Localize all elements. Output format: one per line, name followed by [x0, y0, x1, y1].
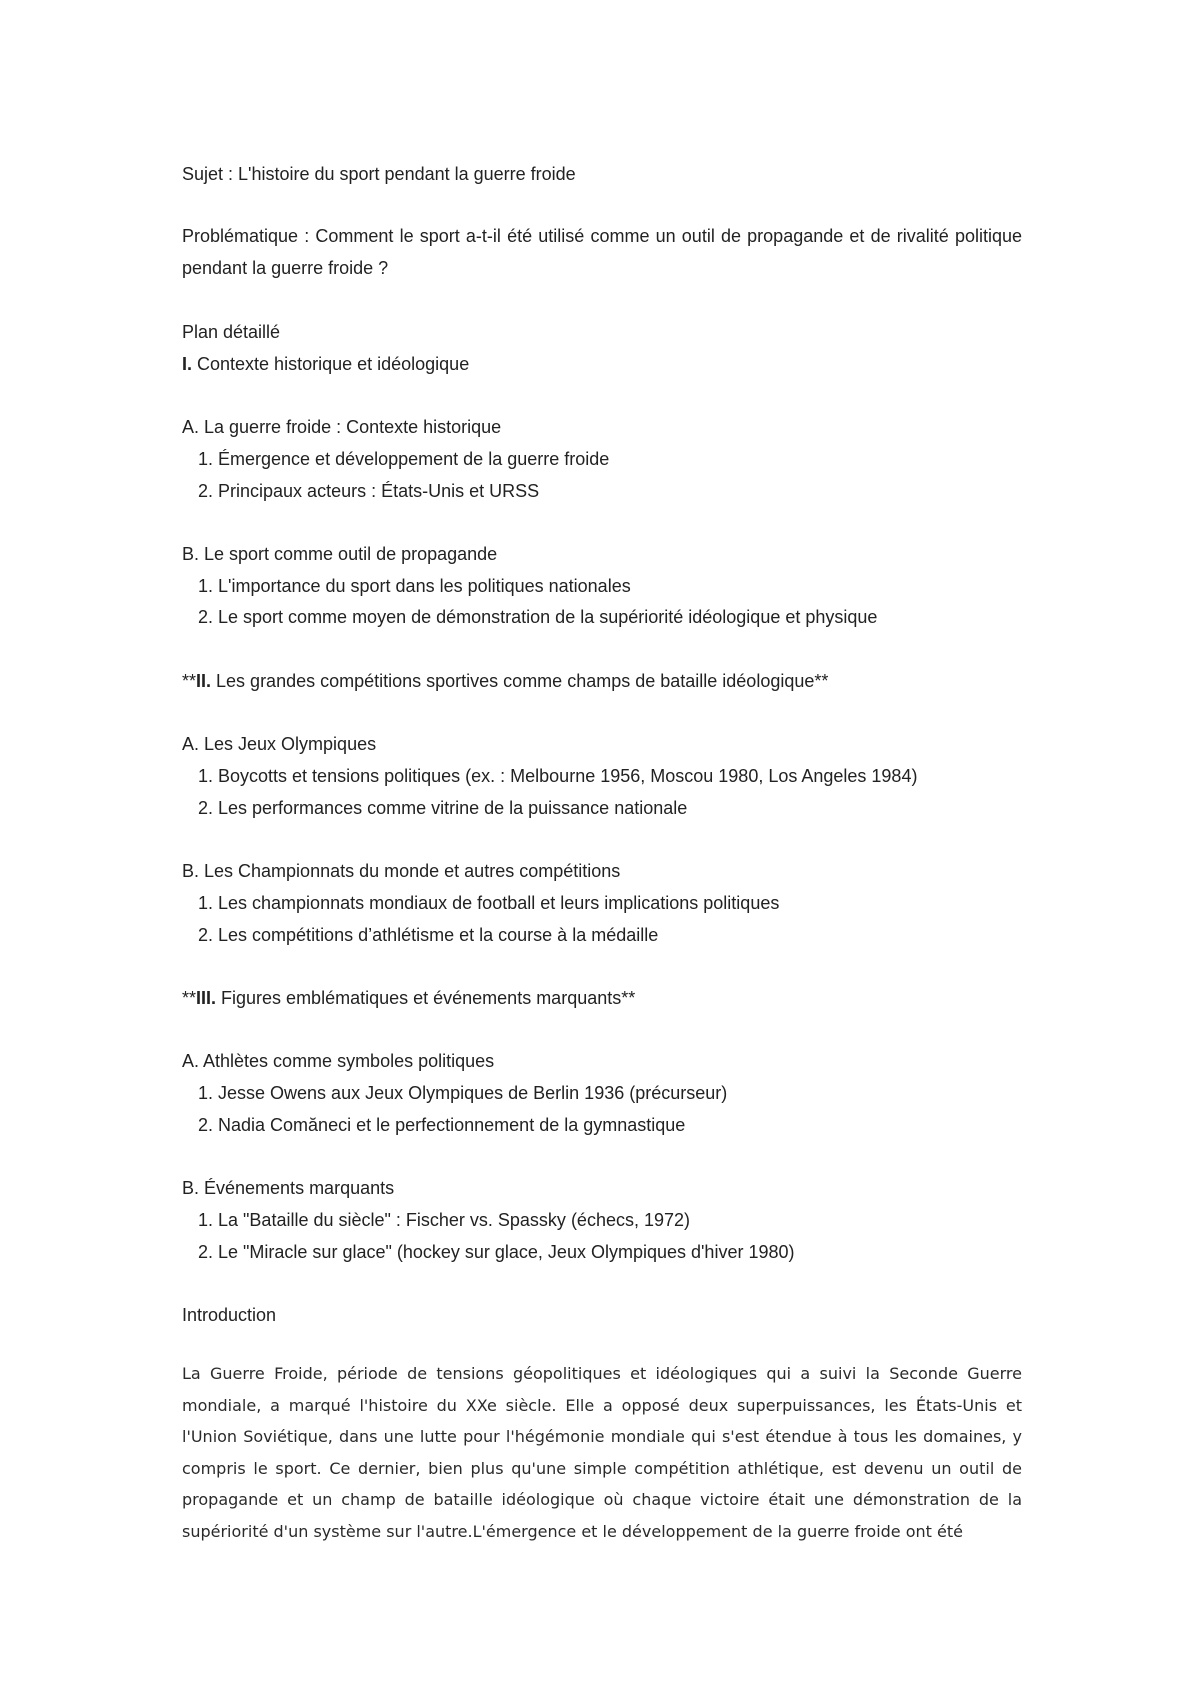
- part-2-section-a-title: A. Les Jeux Olympiques: [182, 734, 377, 754]
- part-2-heading: [182, 670, 828, 692]
- part-2-title: Les grandes compétitions sportives comme champs de bataille idéologique**: [211, 671, 829, 691]
- part-3-section-b-title: B. Événements marquants: [182, 1178, 395, 1198]
- part-1-section-b-item-1: 1. L'importance du sport dans les politiques nationales: [198, 576, 631, 596]
- part-3-heading: [182, 987, 635, 1009]
- part-2-section-a-item-2: 2. Les performances comme vitrine de la puissance nationale: [198, 798, 688, 818]
- part-3-section-a-title: A. Athlètes comme symboles politiques: [182, 1051, 495, 1071]
- part-2-prefix: **: [182, 671, 197, 691]
- part-1-section-a-item-2: 2. Principaux acteurs : États-Unis et URSS: [198, 481, 540, 501]
- part-3-section-a-item-1: 1. Jesse Owens aux Jeux Olympiques de Berlin 1936 (précurseur): [198, 1083, 728, 1103]
- part-3-section-a-item-2: 2. Nadia Comăneci et le perfectionnement de la gymnastique: [198, 1115, 686, 1135]
- introduction-paragraph: La Guerre Froide, période de tensions géopolitiques et idéologiques qui a suivi la Seconde Guerre mondiale, a marqué l'histoire du XXe siècle. Elle a opposé deux superpuissances, les États-Unis et l'Union Soviétique, dans une lutte pour l'hégémonie mondiale qui s'est étendue à tous les domaines, y compris le sport. Ce dernier, bien plus qu'une simple compétition athlétique, est devenu un outil de propagande et un champ de bataille idéologique où chaque victoire était une démonstration de la supériorité d'un système sur l'autre.L'émergence et le développement de la guerre froide ont été: [182, 1364, 1022, 1541]
- part-1-section-a-item-1: 1. Émergence et développement de la guerre froide: [198, 449, 610, 469]
- part-1-title: Contexte historique et idéologique: [192, 354, 470, 374]
- part-1-section-b-title: B. Le sport comme outil de propagande: [182, 544, 498, 564]
- subject-line: Sujet : L'histoire du sport pendant la guerre froide: [182, 164, 576, 184]
- part-2-section-a-item-1: 1. Boycotts et tensions politiques (ex. : Melbourne 1956, Moscou 1980, Los Angeles 1984): [198, 766, 918, 786]
- part-1-numeral: I.: [182, 354, 193, 374]
- part-3-title: Figures emblématiques et événements marquants**: [216, 988, 636, 1008]
- part-1-section-b-item-2: 2. Le sport comme moyen de démonstration de la supériorité idéologique et physique: [198, 607, 878, 627]
- part-2-section-b-title: B. Les Championnats du monde et autres compétitions: [182, 861, 621, 881]
- problem-statement: Problématique : Comment le sport a-t-il été utilisé comme un outil de propagande et de rivalité politique pendant la guerre froide ?: [182, 226, 1022, 278]
- part-2-section-b-item-1: 1. Les championnats mondiaux de football et leurs implications politiques: [198, 893, 780, 913]
- part-2-numeral: II.: [196, 671, 212, 691]
- introduction-heading: Introduction: [182, 1305, 277, 1325]
- plan-title: Plan détaillé: [182, 322, 281, 342]
- part-3-section-b-item-1: 1. La "Bataille du siècle" : Fischer vs. Spassky (échecs, 1972): [198, 1210, 691, 1230]
- part-3-numeral: III.: [196, 988, 217, 1008]
- part-1-section-a-title: A. La guerre froide : Contexte historique: [182, 417, 502, 437]
- part-3-prefix: **: [182, 988, 197, 1008]
- part-1-heading: [182, 353, 469, 375]
- part-2-section-b-item-2: 2. Les compétitions d’athlétisme et la course à la médaille: [198, 925, 659, 945]
- part-3-section-b-item-2: 2. Le "Miracle sur glace" (hockey sur glace, Jeux Olympiques d'hiver 1980): [198, 1242, 795, 1262]
